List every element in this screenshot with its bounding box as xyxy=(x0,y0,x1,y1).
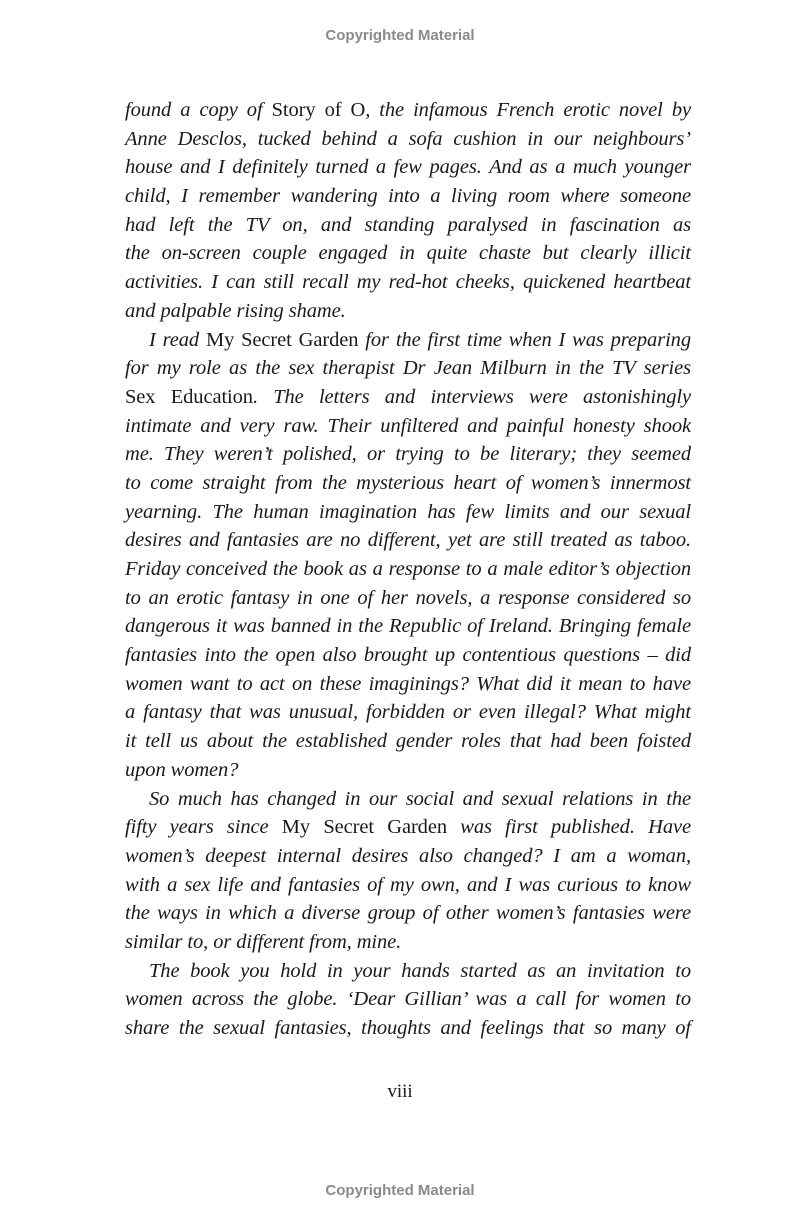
title-reference: My Secret Garden xyxy=(205,328,359,351)
text-run: and palpable rising shame. xyxy=(125,299,346,322)
text-line xyxy=(125,297,691,326)
text-run: had left the TV on, and standing paralysed in fascination as xyxy=(125,213,691,236)
text-run: fifty years since xyxy=(125,816,282,839)
text-run: share the sexual fantasies, thoughts and feelings that so many of xyxy=(125,1017,691,1039)
text-line xyxy=(125,412,691,441)
text-run: the ways in which a diverse group of other women’s fantasies were xyxy=(125,902,691,925)
text-line xyxy=(125,727,691,756)
text-line xyxy=(125,871,691,900)
text-run: intimate and very raw. Their unfiltered and painful honesty shook xyxy=(125,414,691,437)
text-run: it tell us about the established gender roles that had been foisted xyxy=(125,730,691,753)
title-reference: My Secret Garden xyxy=(281,816,447,839)
text-run: fantasies into the open also brought up contentious questions – did xyxy=(125,644,691,667)
page-number: viii xyxy=(387,1081,413,1102)
text-line xyxy=(125,326,691,355)
text-line xyxy=(125,268,691,297)
text-run: to come straight from the mysterious heart of women’s innermost xyxy=(125,471,691,494)
text-run: The book you hold in your hands started as an invitation to xyxy=(149,959,691,982)
text-line xyxy=(125,526,691,555)
text-line xyxy=(125,96,691,125)
text-line xyxy=(125,555,691,584)
text-run: So much has changed in our social and sexual relations in the xyxy=(149,787,691,810)
text-run: to an erotic fantasy in one of her novels, a response considered so xyxy=(125,586,691,609)
text-run: women’s deepest internal desires also changed? I am a woman, xyxy=(125,844,691,867)
text-line xyxy=(125,957,691,986)
text-line xyxy=(125,440,691,469)
text-line xyxy=(125,239,691,268)
text-line xyxy=(125,670,691,699)
text-run: a fantasy that was unusual, forbidden or even illegal? What might xyxy=(125,701,691,724)
text-run: , the infamous French erotic novel by xyxy=(365,99,691,121)
text-run: dangerous it was banned in the Republic of Ireland. Bringing female xyxy=(125,615,691,638)
text-run: for my role as the sex therapist Dr Jean Milburn in the TV series xyxy=(125,357,691,380)
text-run: the on-screen couple engaged in quite chaste but clearly illicit xyxy=(125,242,691,265)
text-run: activities. I can still recall my red-hot cheeks, quickened heartbeat xyxy=(125,271,691,294)
text-run: women across the globe. ‘Dear Gillian’ was a call for women to xyxy=(125,988,691,1011)
text-run: I read xyxy=(149,328,206,351)
text-line xyxy=(125,383,691,412)
text-line xyxy=(125,1014,691,1043)
text-run: for the first time when I was preparing xyxy=(358,328,691,351)
text-run: with a sex life and fantasies of my own, and I was curious to know xyxy=(125,873,691,896)
text-line xyxy=(125,641,691,670)
body-text xyxy=(125,96,691,1043)
copyright-watermark-bottom: Copyrighted Material xyxy=(325,1182,475,1199)
text-line xyxy=(125,182,691,211)
text-run: women want to act on these imaginings? What did it mean to have xyxy=(125,672,691,695)
text-run: house and I definitely turned a few pages. And as a much younger xyxy=(125,156,691,179)
text-run: . The letters and interviews were astonishingly xyxy=(252,385,691,408)
text-line xyxy=(125,985,691,1014)
text-line xyxy=(125,125,691,154)
text-run: Anne Desclos, tucked behind a sofa cushion in our neighbours’ xyxy=(125,127,691,150)
title-reference: Sex Education xyxy=(125,385,253,408)
copyright-watermark-top: Copyrighted Material xyxy=(325,27,475,44)
text-line xyxy=(125,928,691,957)
text-line xyxy=(125,211,691,240)
text-run: was first published. Have xyxy=(447,816,691,839)
text-run: Friday conceived the book as a response to a male editor’s objection xyxy=(125,558,691,580)
text-run: child, I remember wandering into a living room where someone xyxy=(125,185,691,208)
text-line xyxy=(125,612,691,641)
text-run: desires and fantasies are no different, yet are still treated as taboo. xyxy=(125,529,691,552)
text-line xyxy=(125,469,691,498)
text-run: me. They weren’t polished, or trying to be literary; they seemed xyxy=(125,443,691,466)
text-line xyxy=(125,813,691,842)
text-line xyxy=(125,756,691,785)
title-reference: Story of O xyxy=(271,99,366,121)
text-run: found a copy of xyxy=(125,99,272,121)
text-line xyxy=(125,785,691,814)
text-line xyxy=(125,899,691,928)
text-line xyxy=(125,498,691,527)
text-run: yearning. The human imagination has few limits and our sexual xyxy=(125,500,691,523)
text-line xyxy=(125,153,691,182)
text-line xyxy=(125,354,691,383)
text-run: similar to, or different from, mine. xyxy=(125,930,402,953)
text-line xyxy=(125,842,691,871)
text-line xyxy=(125,584,691,613)
text-line xyxy=(125,698,691,727)
text-run: upon women? xyxy=(125,758,239,781)
